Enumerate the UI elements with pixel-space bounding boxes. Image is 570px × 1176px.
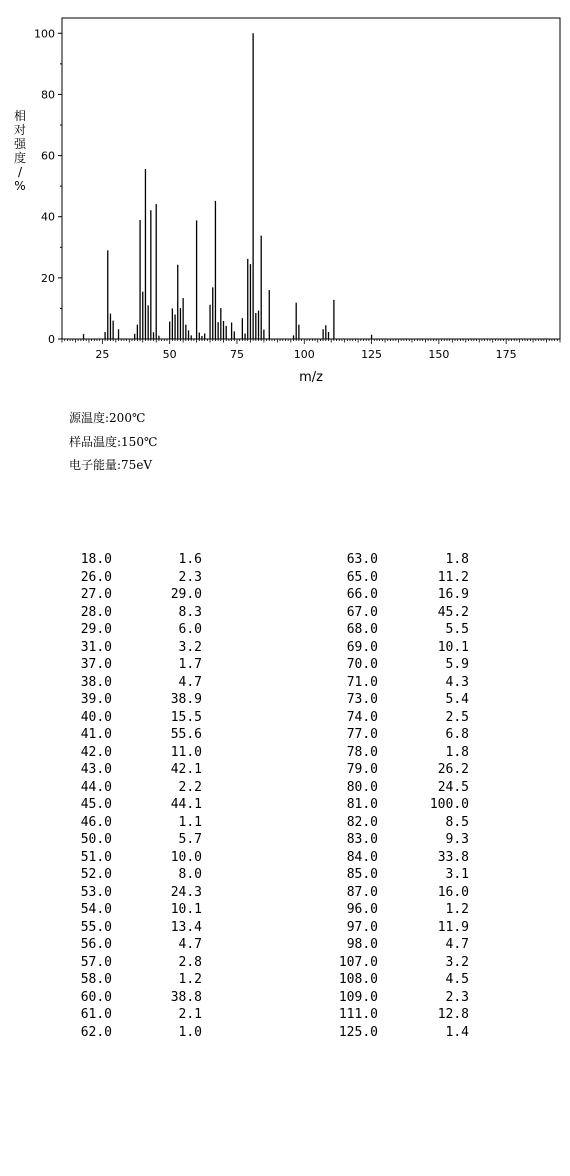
table-row xyxy=(60,779,202,797)
table-row xyxy=(60,989,202,1007)
mz-value: 44.0 xyxy=(80,779,112,795)
mz-value: 125.0 xyxy=(338,1024,378,1040)
table-row xyxy=(60,936,202,954)
intensity-value: 1.4 xyxy=(445,1024,469,1040)
mz-value: 96.0 xyxy=(346,902,378,917)
intensity-value: 44.1 xyxy=(170,797,202,812)
table-row xyxy=(60,919,202,937)
mz-value: 26.0 xyxy=(80,569,112,585)
table-row xyxy=(318,1024,469,1042)
y-tick-label-40: 40 xyxy=(41,210,55,224)
intensity-value: 29.0 xyxy=(170,587,202,602)
intensity-value: 38.9 xyxy=(170,692,202,707)
chart-axes xyxy=(62,18,560,339)
intensity-value: 38.8 xyxy=(170,989,202,1005)
table-row xyxy=(318,674,469,692)
mz-value: 70.0 xyxy=(346,657,378,672)
table-row xyxy=(318,621,469,639)
mz-value: 73.0 xyxy=(346,692,378,707)
table-row xyxy=(60,849,202,867)
mz-value: 38.0 xyxy=(80,674,112,690)
intensity-value: 12.8 xyxy=(437,1007,469,1022)
mz-value: 58.0 xyxy=(80,972,112,987)
intensity-value: 2.3 xyxy=(178,569,202,585)
intensity-value: 5.5 xyxy=(445,622,469,637)
mz-value: 57.0 xyxy=(80,954,112,970)
table-row xyxy=(60,814,202,832)
intensity-value: 15.5 xyxy=(170,709,202,725)
mz-value: 82.0 xyxy=(346,814,378,830)
intensity-value: 55.6 xyxy=(170,727,202,742)
intensity-value: 1.7 xyxy=(178,657,202,672)
intensity-value: 26.2 xyxy=(437,762,469,777)
intensity-value: 11.2 xyxy=(437,569,469,585)
intensity-value: 5.7 xyxy=(178,832,202,847)
intensity-value: 11.9 xyxy=(437,919,469,935)
x-tick-label-100: 100 xyxy=(293,348,315,361)
sample-temperature: 样品温度:150℃ xyxy=(69,434,158,449)
experimental-conditions xyxy=(69,407,157,478)
mz-value: 111.0 xyxy=(338,1007,378,1022)
table-row xyxy=(318,901,469,919)
intensity-value: 100.0 xyxy=(429,797,469,812)
intensity-value: 2.1 xyxy=(178,1007,202,1022)
mz-value: 29.0 xyxy=(80,622,112,637)
mz-value: 46.0 xyxy=(80,814,112,830)
intensity-value: 1.8 xyxy=(445,744,469,760)
table-row xyxy=(60,656,202,674)
y-label-char: 对 xyxy=(13,123,27,137)
intensity-value: 2.5 xyxy=(445,709,469,725)
intensity-value: 9.3 xyxy=(445,832,469,847)
table-row xyxy=(318,971,469,989)
mz-value: 62.0 xyxy=(80,1024,112,1040)
intensity-value: 4.5 xyxy=(445,972,469,987)
y-tick-label-0: 0 xyxy=(48,333,55,346)
mz-value: 60.0 xyxy=(80,989,112,1005)
table-row xyxy=(60,761,202,779)
table-row xyxy=(318,884,469,902)
mz-value: 68.0 xyxy=(346,622,378,637)
intensity-value: 1.6 xyxy=(178,552,202,567)
mz-value: 66.0 xyxy=(346,587,378,602)
table-row xyxy=(60,551,202,569)
intensity-value: 8.0 xyxy=(178,867,202,882)
intensity-value: 1.2 xyxy=(178,972,202,987)
table-row xyxy=(60,691,202,709)
table-row xyxy=(60,971,202,989)
table-row xyxy=(318,551,469,569)
mz-value: 83.0 xyxy=(346,832,378,847)
intensity-value: 10.1 xyxy=(437,639,469,655)
mz-value: 40.0 xyxy=(80,709,112,725)
mz-value: 79.0 xyxy=(346,762,378,777)
table-row xyxy=(60,901,202,919)
mz-value: 107.0 xyxy=(338,954,378,970)
mz-value: 108.0 xyxy=(338,972,378,987)
table-row xyxy=(318,919,469,937)
mz-value: 84.0 xyxy=(346,849,378,865)
mz-value: 53.0 xyxy=(80,884,112,900)
mz-value: 50.0 xyxy=(80,832,112,847)
intensity-value: 8.5 xyxy=(445,814,469,830)
intensity-value: 8.3 xyxy=(178,604,202,620)
y-label-char: 度 xyxy=(13,151,27,165)
table-row xyxy=(60,639,202,657)
table-row xyxy=(60,954,202,972)
table-row xyxy=(318,1006,469,1024)
mz-value: 51.0 xyxy=(80,849,112,865)
mz-value: 74.0 xyxy=(346,709,378,725)
mz-value: 71.0 xyxy=(346,674,378,690)
intensity-value: 4.7 xyxy=(178,674,202,690)
table-row xyxy=(318,866,469,884)
x-axis-label: m/z xyxy=(299,370,323,385)
table-row xyxy=(60,1006,202,1024)
mass-spectrum-chart xyxy=(0,0,570,400)
intensity-value: 4.7 xyxy=(445,937,469,952)
intensity-value: 24.3 xyxy=(170,884,202,900)
intensity-value: 3.1 xyxy=(445,867,469,882)
mz-value: 61.0 xyxy=(80,1007,112,1022)
peak-table-left xyxy=(60,551,202,1041)
intensity-value: 16.9 xyxy=(437,587,469,602)
x-tick-label-125: 125 xyxy=(361,348,383,361)
mz-value: 63.0 xyxy=(346,552,378,567)
x-tick-label-50: 50 xyxy=(162,348,177,361)
mz-value: 37.0 xyxy=(80,657,112,672)
x-tick-label-75: 75 xyxy=(229,348,244,361)
mz-value: 28.0 xyxy=(80,604,112,620)
intensity-value: 2.8 xyxy=(178,954,202,970)
intensity-value: 1.2 xyxy=(445,902,469,917)
intensity-value: 5.4 xyxy=(445,692,469,707)
intensity-value: 11.0 xyxy=(170,744,202,760)
y-label-char: 强 xyxy=(13,137,27,151)
table-row xyxy=(60,866,202,884)
intensity-value: 1.0 xyxy=(178,1024,202,1040)
intensity-value: 16.0 xyxy=(437,884,469,900)
table-row xyxy=(60,744,202,762)
intensity-value: 24.5 xyxy=(437,779,469,795)
table-row xyxy=(318,744,469,762)
intensity-value: 1.1 xyxy=(178,814,202,830)
mz-value: 43.0 xyxy=(80,762,112,777)
intensity-value: 4.3 xyxy=(445,674,469,690)
peak-table-right xyxy=(318,551,469,1041)
mz-value: 54.0 xyxy=(80,902,112,917)
table-row xyxy=(318,954,469,972)
intensity-value: 2.3 xyxy=(445,989,469,1005)
table-row xyxy=(318,831,469,849)
electron-energy: 电子能量:75eV xyxy=(69,458,153,472)
intensity-value: 6.8 xyxy=(445,727,469,742)
mz-value: 69.0 xyxy=(346,639,378,655)
source-temperature: 源温度:200℃ xyxy=(69,411,146,425)
intensity-value: 10.1 xyxy=(170,902,202,917)
intensity-value: 13.4 xyxy=(170,919,202,935)
y-label-char: 相 xyxy=(13,109,27,123)
mz-value: 85.0 xyxy=(346,867,378,882)
axis-ticks xyxy=(34,27,560,361)
x-tick-label-175: 175 xyxy=(495,348,517,361)
y-tick-label-80: 80 xyxy=(41,88,55,102)
intensity-value: 42.1 xyxy=(170,762,202,777)
intensity-value: 4.7 xyxy=(178,937,202,952)
plot-frame xyxy=(62,18,560,339)
intensity-value: 33.8 xyxy=(437,849,469,865)
mz-value: 80.0 xyxy=(346,779,378,795)
table-row xyxy=(60,831,202,849)
mz-value: 45.0 xyxy=(80,797,112,812)
table-row xyxy=(318,936,469,954)
table-row xyxy=(60,726,202,744)
intensity-value: 10.0 xyxy=(170,849,202,865)
table-row xyxy=(60,796,202,814)
intensity-value: 5.9 xyxy=(445,657,469,672)
spectrum-peaks xyxy=(84,33,372,339)
mz-value: 31.0 xyxy=(80,639,112,655)
mz-value: 87.0 xyxy=(346,884,378,900)
table-row xyxy=(318,569,469,587)
table-row xyxy=(60,674,202,692)
mz-value: 97.0 xyxy=(346,919,378,935)
mz-value: 56.0 xyxy=(80,937,112,952)
intensity-value: 45.2 xyxy=(437,604,469,620)
mz-value: 42.0 xyxy=(80,744,112,760)
table-row xyxy=(60,621,202,639)
table-row xyxy=(318,604,469,622)
mz-value: 77.0 xyxy=(346,727,378,742)
mz-value: 109.0 xyxy=(338,989,378,1005)
table-row xyxy=(60,709,202,727)
mz-value: 27.0 xyxy=(80,587,112,602)
intensity-value: 3.2 xyxy=(445,954,469,970)
intensity-value: 2.2 xyxy=(178,779,202,795)
table-row xyxy=(318,989,469,1007)
table-row xyxy=(60,569,202,587)
table-row xyxy=(60,586,202,604)
table-row xyxy=(318,814,469,832)
intensity-value: 3.2 xyxy=(178,639,202,655)
mz-value: 39.0 xyxy=(80,692,112,707)
y-label-char: / xyxy=(17,165,23,179)
table-row xyxy=(318,779,469,797)
x-tick-label-150: 150 xyxy=(428,348,450,361)
table-row xyxy=(318,761,469,779)
table-row xyxy=(318,691,469,709)
y-axis-label xyxy=(14,108,27,193)
intensity-value: 6.0 xyxy=(178,622,202,637)
mz-value: 55.0 xyxy=(80,919,112,935)
mz-value: 67.0 xyxy=(346,604,378,620)
mz-value: 41.0 xyxy=(80,727,112,742)
mz-value: 18.0 xyxy=(80,552,112,567)
mz-value: 81.0 xyxy=(346,797,378,812)
table-row xyxy=(318,586,469,604)
mz-value: 78.0 xyxy=(346,744,378,760)
mz-value: 52.0 xyxy=(80,867,112,882)
table-row xyxy=(318,709,469,727)
table-row xyxy=(318,639,469,657)
mz-value: 65.0 xyxy=(346,569,378,585)
y-tick-label-20: 20 xyxy=(41,271,55,285)
table-row xyxy=(60,604,202,622)
table-row xyxy=(60,1024,202,1042)
y-tick-label-60: 60 xyxy=(41,149,55,163)
intensity-value: 1.8 xyxy=(445,552,469,567)
y-label-char: % xyxy=(14,179,26,193)
table-row xyxy=(318,849,469,867)
x-tick-label-25: 25 xyxy=(95,348,110,361)
table-row xyxy=(60,884,202,902)
table-row xyxy=(318,656,469,674)
mz-value: 98.0 xyxy=(346,937,378,952)
table-row xyxy=(318,726,469,744)
y-tick-label-100: 100 xyxy=(34,27,55,41)
table-row xyxy=(318,796,469,814)
